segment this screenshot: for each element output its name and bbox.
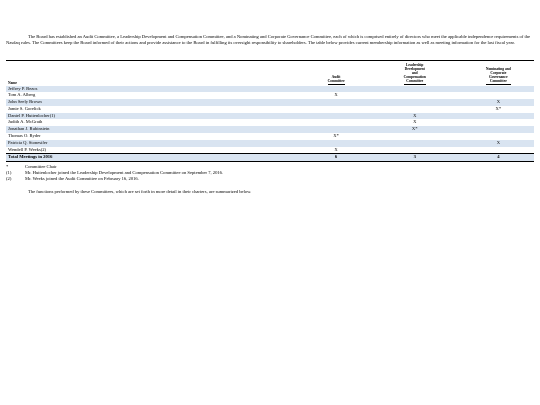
table-row [6, 133, 534, 140]
table-row [6, 113, 534, 120]
nominating-cell [463, 113, 534, 120]
header-audit-label: Audit Committee [327, 75, 345, 83]
footnote-text: Mr. Huttenlocher joined the Leadership Development and Compensation Committee on September 7, 2016. [25, 170, 224, 176]
table-row [6, 92, 534, 99]
committee-membership-table [6, 60, 534, 162]
table-row [6, 119, 534, 126]
audit-cell [305, 119, 366, 126]
leadership-cell [367, 106, 463, 113]
header-nominating-label: Nominating and Corporate Governance Committee [485, 67, 511, 83]
nominating-cell: X [463, 140, 534, 147]
audit-cell [305, 99, 366, 106]
table-row [6, 147, 534, 154]
footnote-text: Committee Chair [25, 164, 57, 169]
table-row [6, 86, 534, 93]
closing-paragraph: The functions performed by these Committees, which are set forth in more detail in their charters, are summarized below. [28, 189, 252, 194]
header-leadership-label: Leadership Development and Compensation Committee [403, 63, 426, 83]
leadership-cell [367, 133, 463, 140]
footnote [6, 176, 534, 182]
leadership-cell [367, 92, 463, 99]
leadership-total: 3 [367, 154, 463, 162]
nominating-cell: X [463, 99, 534, 106]
header-nominating [463, 61, 534, 86]
audit-cell [305, 86, 366, 93]
header-leadership [367, 61, 463, 86]
director-name: Jeffrey P. Bezos [6, 86, 305, 93]
nominating-cell [463, 92, 534, 99]
nominating-cell [463, 86, 534, 93]
leadership-cell [367, 99, 463, 106]
director-name: Wendell P. Weeks(2) [8, 146, 47, 152]
leadership-cell: X [413, 119, 417, 125]
nominating-cell [463, 126, 534, 133]
leadership-cell: X [367, 113, 463, 120]
director-name: Patricia Q. Stonesifer [6, 140, 305, 147]
table-row [6, 140, 534, 147]
footnote-mark: * [6, 164, 9, 169]
footnote-mark: (2) [6, 176, 12, 182]
total-meetings-row [6, 154, 534, 162]
nominating-cell [463, 147, 534, 154]
audit-cell [305, 140, 366, 147]
intro-paragraph: The Board has established an Audit Committee, a Leadership Development and Compensation Committee, and a Nominating and Corporate Governance Committee, each of which is comprised entirely of directors who meet the applicable independence requirements of the Nasdaq rules. The Committees keep the Board informed of their actions and provide assistance to the Board in fulfilling its oversight responsibility to shareholders. The table below provides current membership information as well as meeting information for the last fiscal year. [6, 34, 531, 46]
leadership-cell [367, 86, 463, 93]
nominating-total: 4 [463, 154, 534, 162]
director-name: Tom A. Alberg [8, 92, 36, 98]
director-name: John Seely Brown [6, 99, 305, 106]
nominating-cell [463, 119, 534, 126]
footnotes [6, 164, 534, 182]
table-row [6, 126, 534, 133]
leadership-cell [367, 140, 463, 147]
director-name: Daniel P. Huttenlocher(1) [6, 113, 305, 120]
director-name: Jamie S. Gorelick [8, 105, 41, 111]
footnote-text: Mr. Weeks joined the Audit Committee on February 16, 2016. [25, 176, 139, 182]
total-label: Total Meetings in 2016 [6, 154, 305, 162]
header-audit [305, 61, 366, 86]
audit-cell [305, 126, 366, 133]
header-name [6, 61, 305, 86]
nominating-cell [463, 133, 534, 140]
table-header-row [6, 61, 534, 86]
footnote-mark: (1) [6, 170, 12, 176]
director-name: Jonathan J. Rubinstein [6, 126, 305, 133]
director-name: Judith A. McGrath [8, 119, 43, 125]
audit-cell: X [334, 92, 338, 98]
audit-cell [305, 113, 366, 120]
header-name-label: Name [8, 80, 17, 85]
nominating-cell: X* [495, 105, 502, 111]
audit-cell: X [334, 146, 338, 152]
table-row [6, 99, 534, 106]
table-row [6, 106, 534, 113]
audit-cell: X* [333, 133, 339, 139]
audit-cell [305, 106, 366, 113]
audit-total: 6 [305, 154, 366, 162]
director-name: Thomas O. Ryder [8, 133, 41, 139]
leadership-cell [367, 147, 463, 154]
leadership-cell: X* [367, 126, 463, 133]
